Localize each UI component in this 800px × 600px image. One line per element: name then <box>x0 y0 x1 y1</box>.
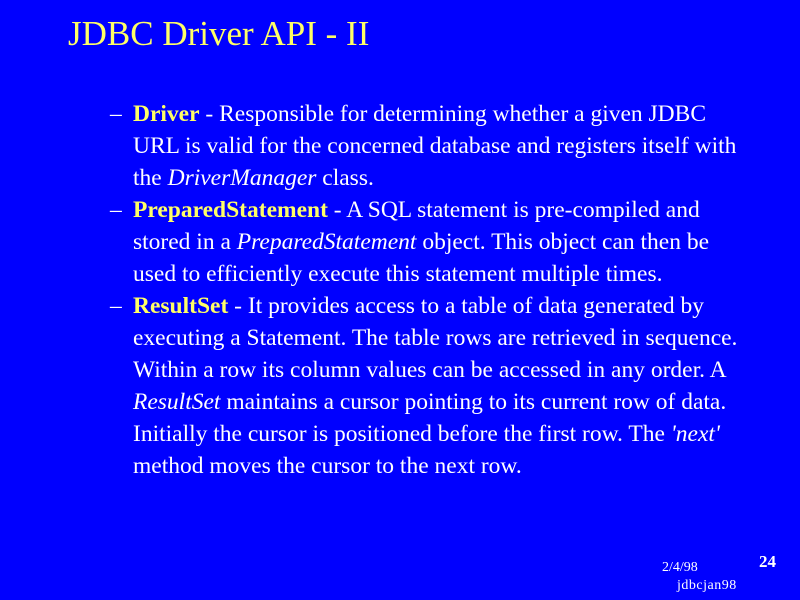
emphasis-preparedstatement: PreparedStatement <box>236 229 417 255</box>
bullet-text: method moves the cursor to the next row. <box>133 453 522 479</box>
bullet-text: class. <box>316 165 374 191</box>
bullet-text: - It provides access to a table of data generated by executing a Statement. The table rows are retrieved in sequence. Within a row its column values can be accessed in any order. A <box>133 293 738 383</box>
bullet-text: maintains a cursor pointing to its current row of data. Initially the cursor is positioned before the first row. The <box>133 389 727 447</box>
bullet-text: object. This object can then be used to efficiently execute this statement multiple times. <box>133 229 710 287</box>
bullet-item-preparedstatement <box>110 194 750 290</box>
term-driver: Driver <box>133 101 200 127</box>
bullet-item-resultset <box>110 290 750 482</box>
emphasis-resultset: ResultSet <box>133 389 221 415</box>
slide-title: JDBC Driver API - II <box>68 14 370 53</box>
emphasis-next: 'next' <box>670 421 720 447</box>
footer-date: 2/4/98 <box>662 560 698 575</box>
bullet-item-driver <box>110 98 750 194</box>
bullet-list <box>110 98 750 482</box>
bullet-text: - A SQL statement is pre-compiled and stored in a <box>133 197 700 255</box>
page-number: 24 <box>759 552 776 571</box>
bullet-text: - Responsible for determining whether a given JDBC URL is valid for the concerned database and registers itself with the <box>133 101 737 191</box>
term-resultset: ResultSet <box>133 293 229 319</box>
bullet-dash: – <box>110 197 122 223</box>
emphasis-drivermanager: DriverManager <box>167 165 317 191</box>
bullet-dash: – <box>110 293 122 319</box>
bullet-dash: – <box>110 101 122 127</box>
footer-id: jdbcjan98 <box>677 578 737 593</box>
term-preparedstatement: PreparedStatement <box>133 197 328 223</box>
